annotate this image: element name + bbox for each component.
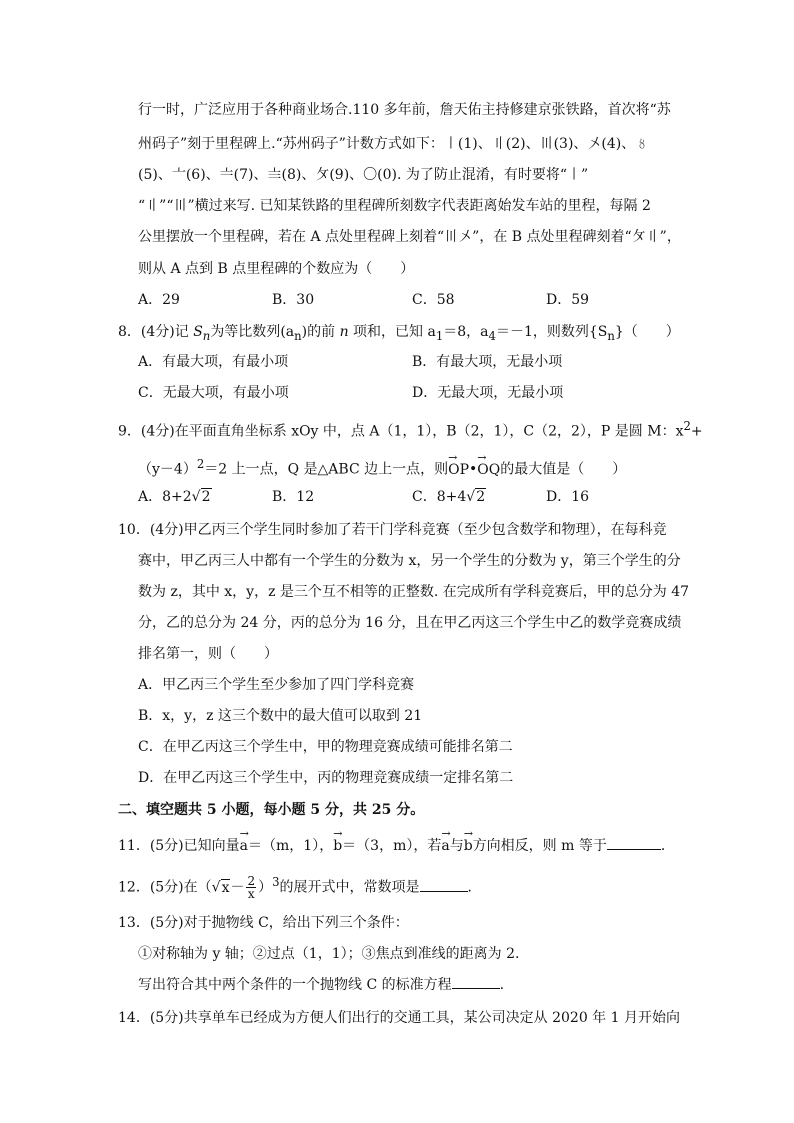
q9-l1b: +: [690, 423, 703, 440]
q11-end: ．: [660, 838, 675, 854]
q13-end: .: [499, 977, 505, 993]
answer-blank: [420, 878, 468, 892]
q8-a4-sub: 4: [488, 328, 496, 343]
q8-mid2: )的前: [301, 324, 340, 340]
q12-end: ．: [467, 879, 482, 896]
vector-op: → OP: [448, 460, 469, 480]
q12-sqrt-arg: x: [221, 879, 230, 896]
vector-b: → b: [333, 836, 342, 856]
q10-line-5: 排名第一，则（ ）: [138, 646, 278, 662]
q9-l2-sup: 2: [196, 457, 205, 471]
q8-tail: }（ ）: [614, 324, 680, 340]
vector-a: → a: [240, 836, 248, 856]
q8-S-sub: n: [202, 328, 211, 343]
q11-stem: [118, 836, 675, 856]
q8-stem: [118, 322, 680, 346]
q11-tail: 方向相反，则 m 等于: [472, 838, 607, 854]
q9-option-c: [412, 487, 486, 507]
q12-post: ）: [258, 879, 273, 896]
q10-line-3: 数为 z，其中 x，y，z 是三个互不相等的正整数. 在完成所有学科竞赛后，甲的总分为 47: [138, 584, 690, 600]
q7-option-c: C．58: [412, 292, 455, 308]
q9-opt-c-pre: C．8+4: [412, 489, 467, 505]
q11-pre: 11．(5分)已知向量: [118, 838, 240, 854]
q7-option-d: D．59: [546, 292, 590, 308]
q9-option-d: D．16: [546, 489, 590, 505]
q11-mid: 与: [449, 838, 464, 854]
q12-tail: 的展开式中，常数项是: [279, 879, 420, 896]
q8-mid1: 为等比数列: [210, 324, 281, 340]
q7-line-2: 州码子”刻于里程碑上.“苏州码子”计数方式如下：〡(1)、〢(2)、〣(3)、〤(4)、〥: [138, 136, 650, 152]
q12-denominator: x: [247, 887, 255, 902]
q9-l2b: ＝2 上一点，Q 是△ABC 边上一点，则: [204, 461, 449, 478]
q9-line-2: [138, 454, 626, 480]
vector-a-2: → a: [441, 836, 449, 856]
q8-option-d: D．无最大项，无最小项: [412, 385, 564, 401]
q8-S: S: [193, 324, 203, 340]
q7-option-a: A．29: [138, 292, 180, 308]
q7-option-b: B．30: [272, 292, 315, 308]
q12-fraction: [246, 875, 256, 900]
q7-line-5: 公里摆放一个里程碑，若在 A 点处里程碑上刻着“〣〤”，在 B 点处里程碑刻着“〩〢”，: [138, 229, 681, 245]
q9-l1-sup: 2: [683, 419, 691, 433]
section-2-heading: 二、填空题共 5 小题，每小题 5 分，共 25 分。: [118, 802, 425, 818]
q10-line-2: 赛中，甲乙丙三人中都有一个学生的分数为 x，另一个学生的分数为 y，第三个学生的分: [138, 553, 681, 569]
q12-minus: －: [230, 879, 245, 896]
q9-l2a: （y－4）: [138, 461, 197, 478]
q8-n: n: [339, 324, 349, 340]
q10-option-b: B．x，y，z 这三个数中的最大值可以取到 21: [138, 708, 423, 724]
q8-option-c: C．无最大项，有最小项: [138, 385, 289, 401]
q7-line-4: “〢”“〣”横过来写. 已知某铁路的里程碑所刻数字代表距离始发车站的里程，每隔 2: [138, 198, 651, 214]
q9-option-a: [138, 487, 212, 507]
q8-mid3: 项和，已知 a: [348, 324, 436, 340]
vector-b-2: → b: [464, 836, 473, 856]
answer-blank: [607, 836, 661, 850]
q9-opt-c-rad: 2: [476, 489, 486, 505]
q8-Sn-sub: n: [607, 328, 615, 343]
q8-mid4: ＝8，a: [443, 324, 489, 340]
q8-a1-sub: 1: [435, 328, 444, 343]
q9-option-b: B．12: [272, 489, 315, 505]
q13-line-1: 13．(5分)对于抛物线 C，给出下列三个条件：: [118, 915, 409, 931]
vector-oq: → OQ: [477, 460, 500, 480]
sqrt-icon: √: [211, 879, 221, 896]
q12-pre: 12．(5分)在（: [118, 879, 212, 896]
q9-opt-a-pre: A．8+2: [138, 489, 192, 505]
q11-eq2: ＝（3，m），若: [342, 838, 442, 854]
answer-blank: [452, 975, 500, 989]
q9-dot: •: [469, 461, 478, 478]
q12-sup: 3: [272, 875, 280, 889]
q8-an-sub: n: [294, 328, 302, 343]
q10-line-4: 分，乙的总分为 24 分，丙的总分为 16 分，且在甲乙丙这三个学生中乙的数学竞赛成绩: [138, 615, 682, 631]
q10-option-d: D．在甲乙丙这三个学生中，丙的物理竞赛成绩一定排名第二: [138, 770, 514, 786]
q10-option-c: C．在甲乙丙这三个学生中，甲的物理竞赛成绩可能排名第二: [138, 739, 513, 755]
q9-opt-a-rad: 2: [201, 489, 211, 505]
q7-line-3: (5)、〦(6)、〧(7)、〨(8)、〩(9)、〇(0). 为了防止混淆，有时要将“〡”: [138, 167, 589, 183]
q8-option-a: A．有最大项，有最小项: [138, 354, 289, 370]
q12-numerator: 2: [247, 874, 256, 889]
q13-line-3: [138, 975, 504, 995]
q9-l2c: 的最大值是（ ）: [500, 461, 627, 478]
q7-line-1: 行一时，广泛应用于各种商业场合.110 多年前，詹天佑主持修建京张铁路，首次将“苏: [138, 102, 671, 118]
q13-line-2: ①对称轴为 y 轴；②过点（1，1）；③焦点到准线的距离为 2.: [138, 946, 520, 962]
q9-line-1: [118, 416, 703, 442]
q8-option-b: B．有最大项，无最小项: [412, 354, 563, 370]
q14-line-1: 14．(5分)共享单车已经成为方便人们出行的交通工具，某公司决定从 2020 年 1 月开始向: [118, 1010, 680, 1026]
q8-an: (a: [280, 324, 295, 340]
q11-eq1: ＝（m，1），: [248, 838, 334, 854]
q12-stem: [118, 872, 482, 900]
q7-line-6: 则从 A 点到 B 点里程碑的个数应为（ ）: [138, 261, 415, 277]
q10-option-a: A．甲乙丙三个学生至少参加了四门学科竞赛: [138, 677, 415, 693]
q13-line-3-text: 写出符合其中两个条件的一个抛物线 C 的标准方程: [138, 977, 452, 993]
q9-l1a: 9．(4分)在平面直角坐标系 xOy 中，点 A（1，1），B（2，1），C（2，2），P 是圆 M：x: [118, 423, 684, 440]
sqrt-icon: √: [466, 489, 476, 505]
q10-line-1: 10．(4分)甲乙丙三个学生同时参加了若干门学科竞赛（至少包含数学和物理），在每科竞: [118, 522, 667, 538]
q8-mid5: ＝－1，则数列{S: [495, 324, 608, 340]
sqrt-icon: √: [191, 489, 201, 505]
q8-pre: 8．(4分)记: [118, 324, 194, 340]
